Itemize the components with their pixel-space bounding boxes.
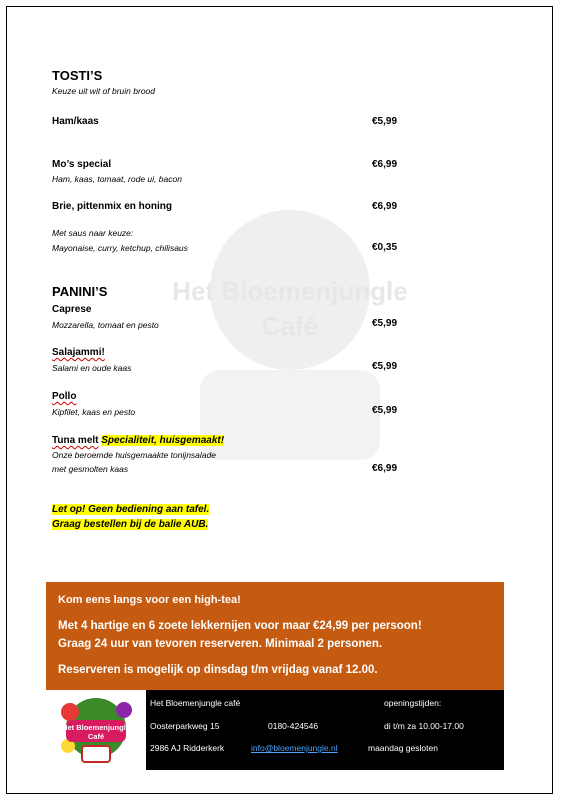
specialty-tag: Specialiteit, huisgemaakt! — [101, 435, 225, 446]
menu-item-price: €6,99 — [372, 201, 398, 212]
logo-flower-shape — [116, 702, 132, 718]
menu-item-name: Pollo — [52, 391, 77, 402]
logo-text-line2: Café — [87, 732, 105, 741]
menu-item-price: €5,99 — [372, 318, 398, 329]
menu-item-price: €5,99 — [372, 361, 398, 372]
contact-info — [146, 690, 504, 770]
menu-item-price: €5,99 — [372, 405, 398, 416]
street-address: Oosterparkweg 15 — [150, 721, 220, 731]
promo-availability: Reserveren is mogelijk op dinsdag t/m vrijdag vanaf 12.00. — [58, 664, 378, 676]
postal-city: 2986 AJ Ridderkerk — [150, 743, 225, 753]
menu-item-desc: Kipfilet, kaas en pesto — [52, 407, 136, 417]
menu-item-name: Brie, pittenmix en honing — [52, 201, 173, 212]
menu-item-desc: Salami en oude kaas — [52, 363, 132, 373]
logo-text-line1: Het Bloemenjungle — [62, 723, 130, 732]
phone-number: 0180-424546 — [268, 721, 319, 731]
opening-hours-label: openingstijden: — [384, 698, 442, 708]
watermark-text-line1: Het Bloemenjungle — [172, 276, 408, 306]
logo-flower-shape — [61, 703, 79, 721]
contact-footer — [46, 690, 504, 770]
menu-item-desc: met gesmolten kaas — [52, 464, 129, 474]
sauce-label: Met saus naar keuze: — [52, 228, 134, 238]
menu-item-price: €6,99 — [372, 159, 398, 170]
panini-section-title: PANINI’S — [52, 284, 108, 299]
menu-item-price: €6,99 — [372, 463, 398, 474]
sauce-options: Mayonaise, curry, ketchup, chilisaus — [52, 243, 188, 253]
menu-item-name: Ham/kaas — [52, 116, 99, 127]
promo-reservation: Graag 24 uur van tevoren reserveren. Minimaal 2 personen. — [58, 638, 383, 650]
menu-item-name: Tuna melt — [52, 435, 99, 446]
menu-item-name: Mo’s special — [52, 159, 112, 170]
tosti-section-subtitle: Keuze uit wit of bruin brood — [52, 86, 156, 96]
cafe-name: Het Bloemenjungle café — [150, 698, 241, 708]
tosti-section-title: TOSTI’S — [52, 68, 103, 83]
watermark-cup-shape — [200, 370, 380, 460]
logo-cup-shape — [82, 746, 110, 762]
menu-item-price: €5,99 — [372, 116, 398, 127]
cafe-logo-icon — [46, 690, 146, 770]
menu-item-desc: Onze beroemde huisgemaakte tonijnsalade — [52, 450, 216, 460]
promo-headline: Kom eens langs voor een high-tea! — [58, 594, 241, 606]
menu-item-desc: Mozzarella, tomaat en pesto — [52, 320, 159, 330]
menu-item-desc: Ham, kaas, tomaat, rode ui, bacon — [52, 174, 182, 184]
opening-hours: di t/m za 10.00-17.00 — [384, 721, 464, 731]
tuna-melt-row — [52, 435, 224, 446]
closed-day: maandag gesloten — [368, 743, 438, 753]
notice-line1: Let op! Geen bediening aan tafel. — [52, 504, 210, 515]
sauce-price: €0,35 — [372, 242, 398, 253]
watermark-text-line2: Café — [261, 311, 319, 341]
menu-item-name: Salajammi! — [52, 347, 105, 358]
high-tea-promo-box — [46, 582, 504, 690]
menu-item-name: Caprese — [52, 304, 92, 315]
notice-line2: Graag bestellen bij de balie AUB. — [52, 519, 209, 530]
email-link[interactable]: info@bloemenjungle.nl — [251, 743, 338, 753]
cafe-logo — [46, 690, 146, 770]
promo-offer: Met 4 hartige en 6 zoete lekkernijen voor maar €24,99 per persoon! — [58, 620, 422, 632]
